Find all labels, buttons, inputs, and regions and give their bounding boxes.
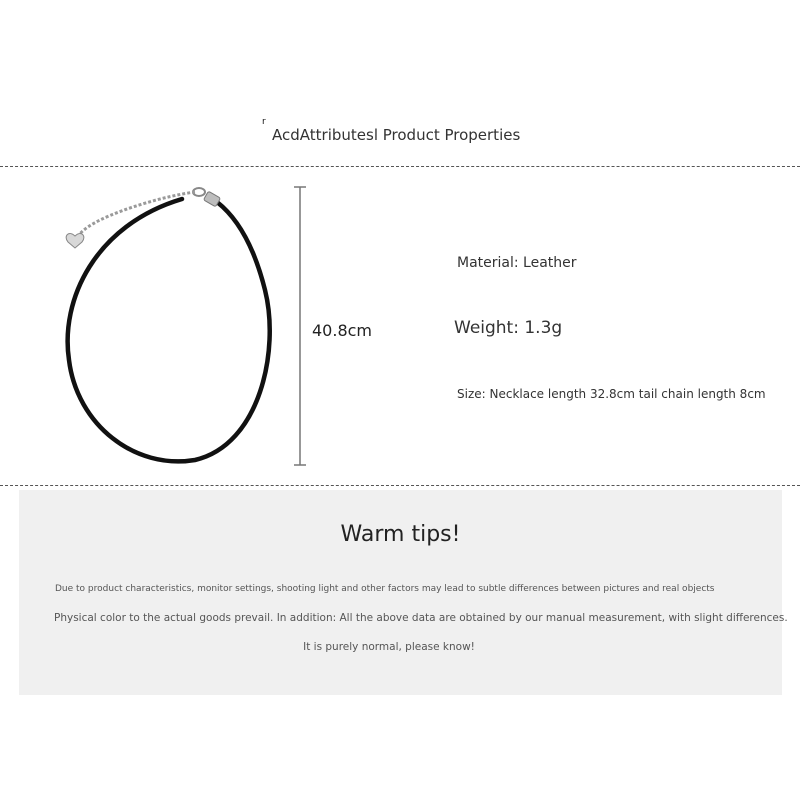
warm-tips-line-2: Physical color to the actual goods prevail. In addition: All the above data are obtained by our manual measurement, with slight differences. — [54, 612, 788, 624]
weight-property: Weight: 1.3g — [454, 318, 563, 338]
bottom-divider — [0, 485, 800, 486]
top-divider — [0, 166, 800, 167]
size-property: Size: Necklace length 32.8cm tail chain length 8cm — [457, 387, 766, 401]
header-mark: r — [262, 117, 266, 127]
length-measure-icon — [285, 180, 315, 470]
warm-tips-title: Warm tips! — [340, 522, 461, 547]
warm-tips-line-3: It is purely normal, please know! — [303, 641, 475, 653]
page-title: AcdAttributesl Product Properties — [272, 126, 521, 144]
necklace-icon — [55, 180, 285, 470]
warm-tips-panel — [19, 490, 788, 695]
length-measure-label: 40.8cm — [312, 321, 373, 340]
warm-tips-line-1: Due to product characteristics, monitor settings, shooting light and other factors may lead to subtle differences between pictures and real objects — [55, 584, 715, 594]
material-property: Material: Leather — [457, 255, 577, 271]
